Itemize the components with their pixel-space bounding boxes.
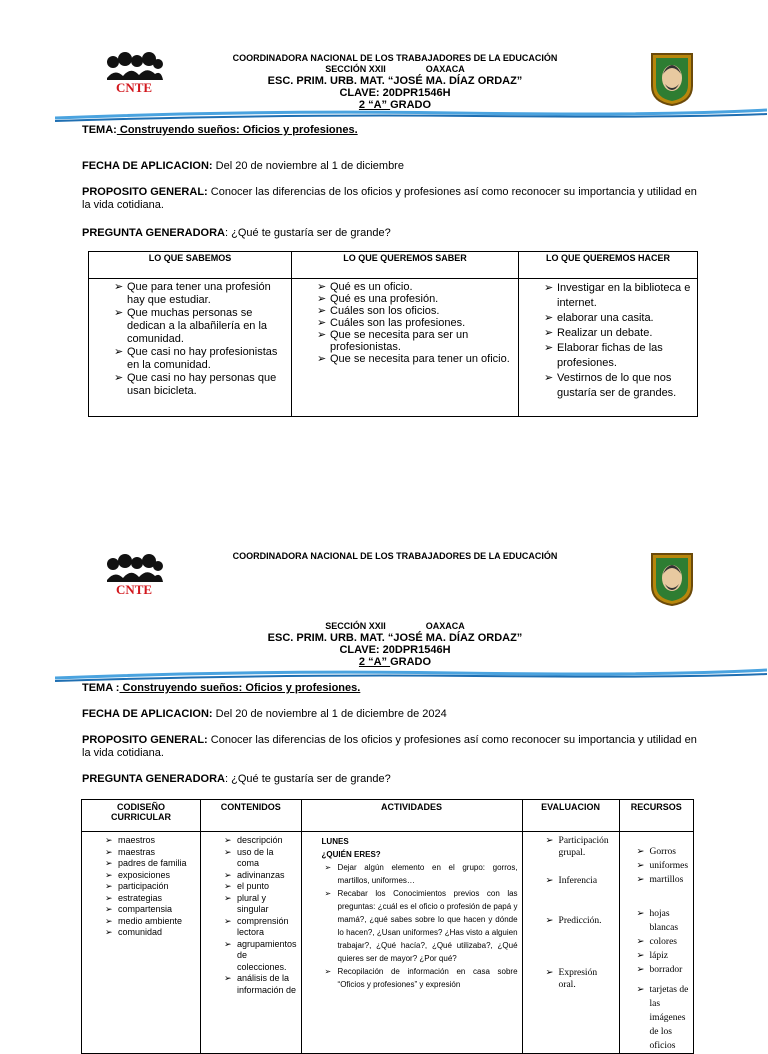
list-item: ➢ Cuáles son las profesiones.: [330, 317, 514, 329]
list-item: ➢ descripción: [237, 835, 297, 847]
fecha-value: Del 20 de noviembre al 1 de diciembre de 2024: [212, 708, 447, 720]
school-name: ESC. PRIM. URB. MAT. “JOSÉ MA. DÍAZ ORDAZ”: [267, 632, 523, 644]
list-item: ➢ tarjetas de las imágenes de los oficios: [650, 983, 689, 1053]
cell-contenidos: [201, 832, 302, 1054]
header-wave-divider: [55, 668, 767, 682]
list-item: ➢ participación: [118, 881, 196, 893]
state-label: OAXACA: [425, 64, 465, 74]
list-item: ➢ comunidad: [118, 927, 196, 939]
list-item: ➢ borrador: [650, 963, 689, 977]
act-day: LUNES: [321, 837, 349, 846]
cnte-logo-text: CNTE: [115, 582, 153, 596]
list-item: ➢ lápiz: [650, 949, 689, 963]
tema-label: TEMA:: [82, 124, 117, 136]
school-seal-logo: [650, 552, 694, 606]
list-item: ➢ Que casi no hay profesionistas en la comunidad.: [127, 346, 287, 372]
list-item: ➢ maestras: [118, 847, 196, 859]
list-item: ➢ Predicción.: [559, 915, 615, 927]
fecha-value: Del 20 de noviembre al 1 de diciembre: [212, 160, 404, 172]
list-item: ➢ Recabar los Conocimientos previos con las preguntas: ¿cuál es el oficio o profesión de papá y mamá?, ¿qué sabes sobre lo que hacen y dónde lo hacen?, ¿Usan uniformes? ¿Has visto a alguien trabajar?, ¿Qué hacía?, ¿Qué utilizaba?, ¿Qué quieres ser de mayor? ¿Por qué?: [338, 887, 518, 965]
list-item: ➢ adivinanzas: [237, 870, 297, 882]
proposito-label: PROPOSITO GENERAL:: [82, 186, 208, 198]
list-item: ➢ Que se necesita para ser un profesionistas.: [330, 329, 514, 353]
page-2: [0, 540, 768, 1051]
fecha-line: [82, 708, 698, 721]
list-item: ➢ estrategias: [118, 893, 196, 905]
cell-queremos-hacer: [519, 279, 698, 417]
list-item: ➢ colores: [650, 935, 689, 949]
cnte-logo-text: CNTE: [115, 80, 153, 94]
pregunta-label: PREGUNTA GENERADORA: [82, 773, 226, 785]
col-header-evaluacion: EVALUACION: [522, 800, 619, 832]
cell-evaluacion: [522, 832, 619, 1054]
list-item: ➢ comprensión lectora: [237, 916, 297, 939]
act-title: ¿QUIÉN ERES?: [321, 850, 381, 859]
tema-line: [82, 124, 698, 137]
list-item: ➢ análisis de la información de: [237, 973, 297, 996]
cell-sabemos: [89, 279, 292, 417]
pregunta-line: [82, 773, 698, 786]
pregunta-value: : ¿Qué te gustaría ser de grande?: [225, 227, 391, 239]
page-1: [0, 0, 768, 430]
kwl-table: [88, 251, 698, 417]
school-clave: CLAVE: 20DPR1546H: [339, 87, 451, 99]
cell-queremos-saber: [292, 279, 519, 417]
list-item: ➢ Inferencia: [559, 875, 615, 887]
list-item: ➢ hojas blancas: [650, 907, 689, 935]
cell-actividades: [301, 832, 522, 1054]
pregunta-label: PREGUNTA GENERADORA: [82, 227, 226, 239]
col-header-actividades: ACTIVIDADES: [301, 800, 522, 832]
list-item: ➢ padres de familia: [118, 858, 196, 870]
proposito-value: Conocer las diferencias de los oficios y profesiones así como reconocer su importancia y utilidad en la vida cotidiana.: [82, 734, 697, 759]
col-header-recursos: RECURSOS: [619, 800, 693, 832]
grade-group: 2 “A”: [358, 99, 391, 111]
list-item: ➢ el punto: [237, 881, 297, 893]
school-clave: CLAVE: 20DPR1546H: [339, 644, 451, 656]
pregunta-value: : ¿Qué te gustaría ser de grande?: [225, 773, 391, 785]
cell-codiseno: [82, 832, 201, 1054]
col-header-queremos-hacer: LO QUE QUEREMOS HACER: [519, 252, 698, 279]
list-item: ➢ Qué es un oficio.: [330, 281, 514, 293]
list-item: ➢ maestros: [118, 835, 196, 847]
proposito-label: PROPOSITO GENERAL:: [82, 734, 208, 746]
school-name: ESC. PRIM. URB. MAT. “JOSÉ MA. DÍAZ ORDAZ”: [267, 75, 523, 87]
grade-label: GRADO: [390, 99, 432, 111]
pregunta-line: [82, 227, 698, 240]
list-item: ➢ compartensia: [118, 904, 196, 916]
list-item: ➢ medio ambiente: [118, 916, 196, 928]
proposito-value: Conocer las diferencias de los oficios y profesiones así como reconocer su importancia y utilidad en la vida cotidiana.: [82, 186, 697, 211]
list-item: ➢ plural y singular: [237, 893, 297, 916]
list-item: ➢ exposiciones: [118, 870, 196, 882]
planning-table: [81, 799, 694, 1054]
list-item: ➢ uniformes: [650, 859, 689, 873]
list-item: ➢ Que para tener una profesión hay que estudiar.: [127, 281, 287, 307]
list-item: ➢ Participación grupal.: [559, 835, 615, 859]
fecha-line: [82, 160, 698, 173]
tema-value: Construyendo sueños: Oficios y profesiones.: [116, 124, 358, 136]
list-item: ➢ agrupamientos de colecciones.: [237, 939, 297, 974]
cnte-logo: [103, 552, 165, 596]
school-seal-logo: [650, 52, 694, 106]
col-header-queremos-saber: LO QUE QUEREMOS SABER: [292, 252, 519, 279]
fecha-label: FECHA DE APLICACION:: [82, 708, 213, 720]
list-item: ➢ uso de la coma: [237, 847, 297, 870]
proposito-line: [82, 734, 698, 760]
col-header-codiseno: CODISEÑO CURRICULAR: [82, 800, 201, 832]
list-item: ➢ Que muchas personas se dedican a la albañilería en la comunidad.: [127, 307, 287, 346]
tema-value: Construyendo sueños: Oficios y profesiones.: [119, 682, 361, 694]
list-item: ➢ Cuáles son los oficios.: [330, 305, 514, 317]
list-item: ➢ elaborar una casita.: [557, 311, 693, 326]
col-header-sabemos: LO QUE SABEMOS: [89, 252, 292, 279]
section-label: SECCIÓN XXII: [325, 621, 386, 631]
tema-line: [82, 682, 698, 695]
grade-group: 2 “A”: [358, 656, 391, 668]
list-item: ➢ martillos: [650, 873, 689, 887]
header-text: [180, 621, 610, 668]
section-label: SECCIÓN XXII: [325, 64, 386, 74]
list-item: ➢ Realizar un debate.: [557, 326, 693, 341]
list-item: ➢ Elaborar fichas de las profesiones.: [557, 341, 693, 371]
col-header-contenidos: CONTENIDOS: [201, 800, 302, 832]
list-item: ➢ Investigar en la biblioteca e internet.: [557, 281, 693, 311]
org-name: COORDINADORA NACIONAL DE LOS TRABAJADORES DE LA EDUCACIÓN: [232, 53, 558, 63]
list-item: ➢ Que se necesita para tener un oficio.: [330, 353, 514, 365]
tema-label: TEMA :: [82, 682, 120, 694]
list-item: ➢ Gorros: [650, 845, 689, 859]
state-label: OAXACA: [425, 621, 465, 631]
list-item: ➢ Vestirnos de lo que nos gustaría ser de grandes.: [557, 371, 693, 401]
list-item: ➢ Que casi no hay personas que usan bicicleta.: [127, 372, 287, 398]
list-item: ➢ Qué es una profesión.: [330, 293, 514, 305]
list-item: ➢ Expresión oral.: [559, 967, 615, 991]
header-org: COORDINADORA NACIONAL DE LOS TRABAJADORES DE LA EDUCACIÓN: [232, 551, 558, 561]
list-item: ➢ Recopilación de información en casa sobre “Oficios y profesiones” y expresión: [338, 965, 518, 991]
grade-label: GRADO: [390, 656, 432, 668]
fecha-label: FECHA DE APLICACION:: [82, 160, 213, 172]
list-item: ➢ Dejar algún elemento en el grupo: gorros, martillos, uniformes…: [338, 861, 518, 887]
cnte-logo: [103, 50, 165, 94]
cell-recursos: [619, 832, 693, 1054]
header-wave-divider: [55, 108, 767, 122]
proposito-line: [82, 186, 698, 212]
header-text: [180, 53, 610, 111]
